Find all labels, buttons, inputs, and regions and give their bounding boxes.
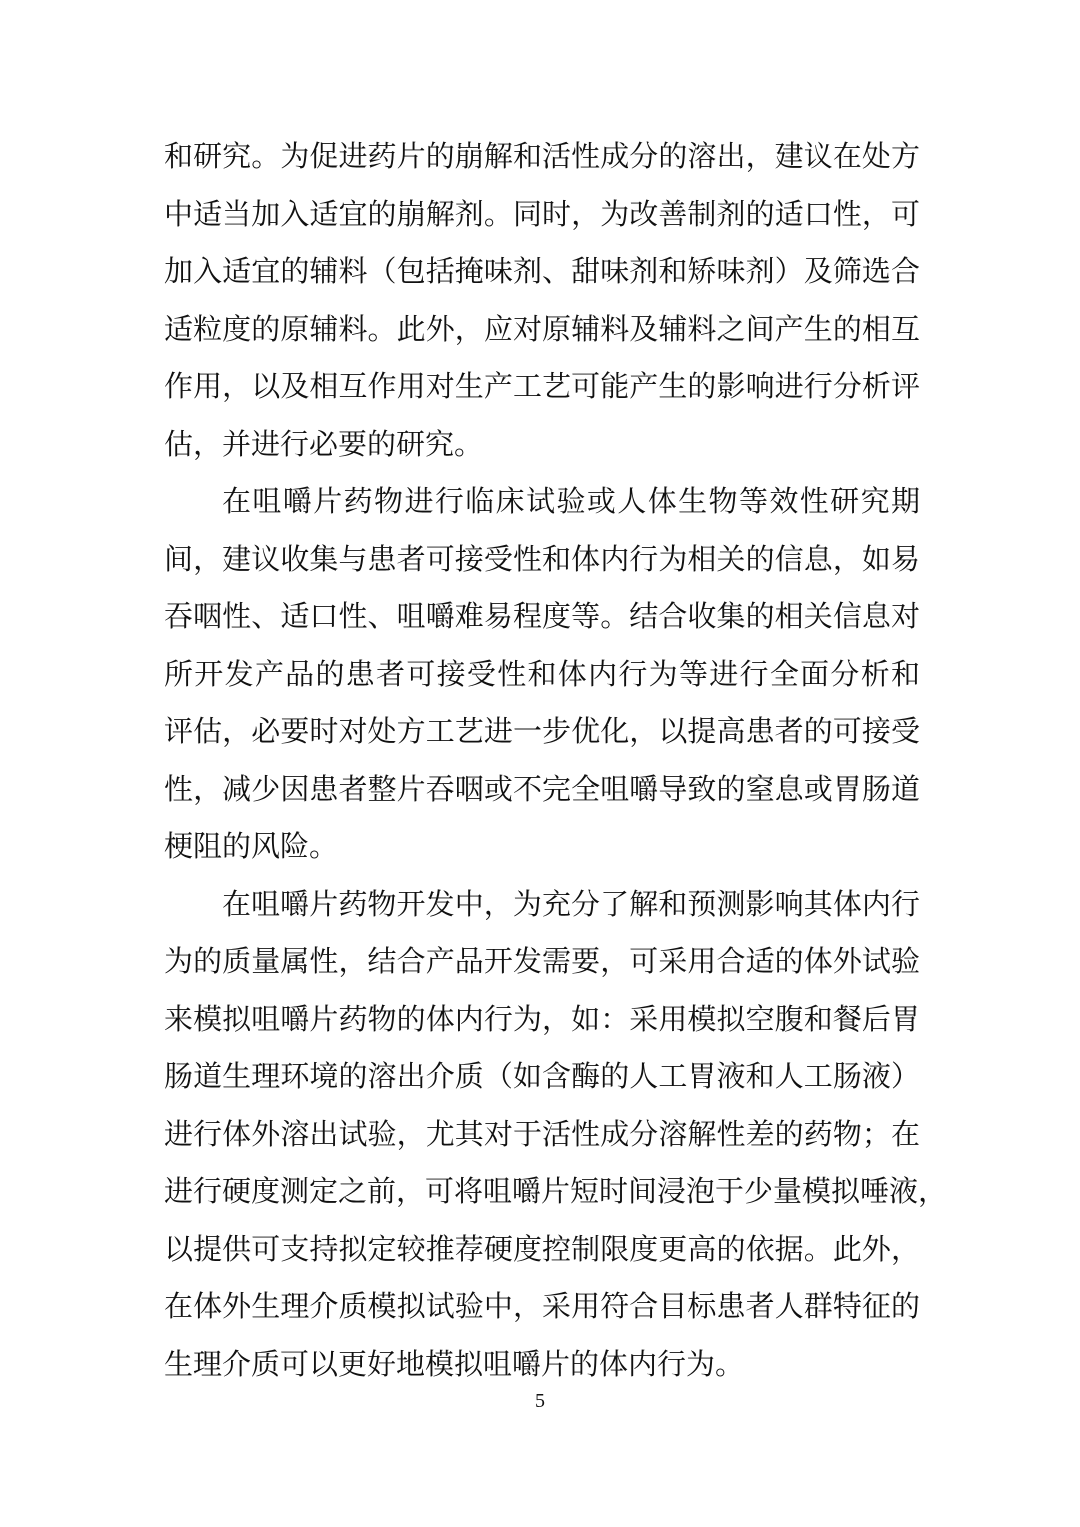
text-line: 吞咽性、适口性、咀嚼难易程度等。结合收集的相关信息对 (164, 599, 920, 633)
text-line: 在体外生理介质模拟试验中，采用符合目标患者人群特征的 (164, 1289, 920, 1323)
text-line: 作用，以及相互作用对生产工艺可能产生的影响进行分析评 (164, 369, 920, 403)
text-line: 性，减少因患者整片吞咽或不完全咀嚼导致的窒息或胃肠道 (164, 771, 920, 806)
paragraph-1 (164, 128, 920, 473)
text-line: 以提供可支持拟定较推荐硬度控制限度更高的依据。此外， (164, 1231, 920, 1266)
text-line: 所开发产品的患者可接受性和体内行为等进行全面分析和 (164, 656, 920, 691)
text-line: 梗阻的风险。 (164, 829, 339, 863)
text-line: 进行体外溶出试验，尤其对于活性成分溶解性差的药物；在 (164, 1116, 920, 1151)
text-line: 为的质量属性，结合产品开发需要，可采用合适的体外试验 (164, 944, 920, 978)
text-line: 估，并进行必要的研究。 (164, 426, 484, 461)
text-line: 在咀嚼片药物开发中，为充分了解和预测影响其体内行 (222, 886, 920, 921)
text-line: 评估，必要时对处方工艺进一步优化，以提高患者的可接受 (164, 714, 920, 748)
text-line: 在咀嚼片药物进行临床试验或人体生物等效性研究期 (222, 484, 920, 518)
paragraph-2 (164, 473, 920, 876)
text-line: 加入适宜的辅料（包括掩味剂、甜味剂和矫味剂）及筛选合 (164, 254, 920, 288)
text-line: 肠道生理环境的溶出介质（如含酶的人工胃液和人工肠液） (164, 1059, 920, 1093)
page-number: 5 (535, 1390, 545, 1412)
text-line: 中适当加入适宜的崩解剂。同时，为改善制剂的适口性，可 (164, 196, 920, 231)
text-line: 间，建议收集与患者可接受性和体内行为相关的信息，如易 (164, 541, 920, 576)
text-line: 和研究。为促进药片的崩解和活性成分的溶出，建议在处方 (164, 139, 920, 173)
body-text (164, 128, 948, 1393)
text-line: 适粒度的原辅料。此外，应对原辅料及辅料之间产生的相互 (164, 311, 920, 346)
text-line: 生理介质可以更好地模拟咀嚼片的体内行为。 (164, 1346, 745, 1381)
text-line: 进行硬度测定之前，可将咀嚼片短时间浸泡于少量模拟唾液， (164, 1174, 948, 1208)
text-line: 来模拟咀嚼片药物的体内行为，如：采用模拟空腹和餐后胃 (164, 1001, 920, 1036)
paragraph-3 (164, 876, 948, 1394)
